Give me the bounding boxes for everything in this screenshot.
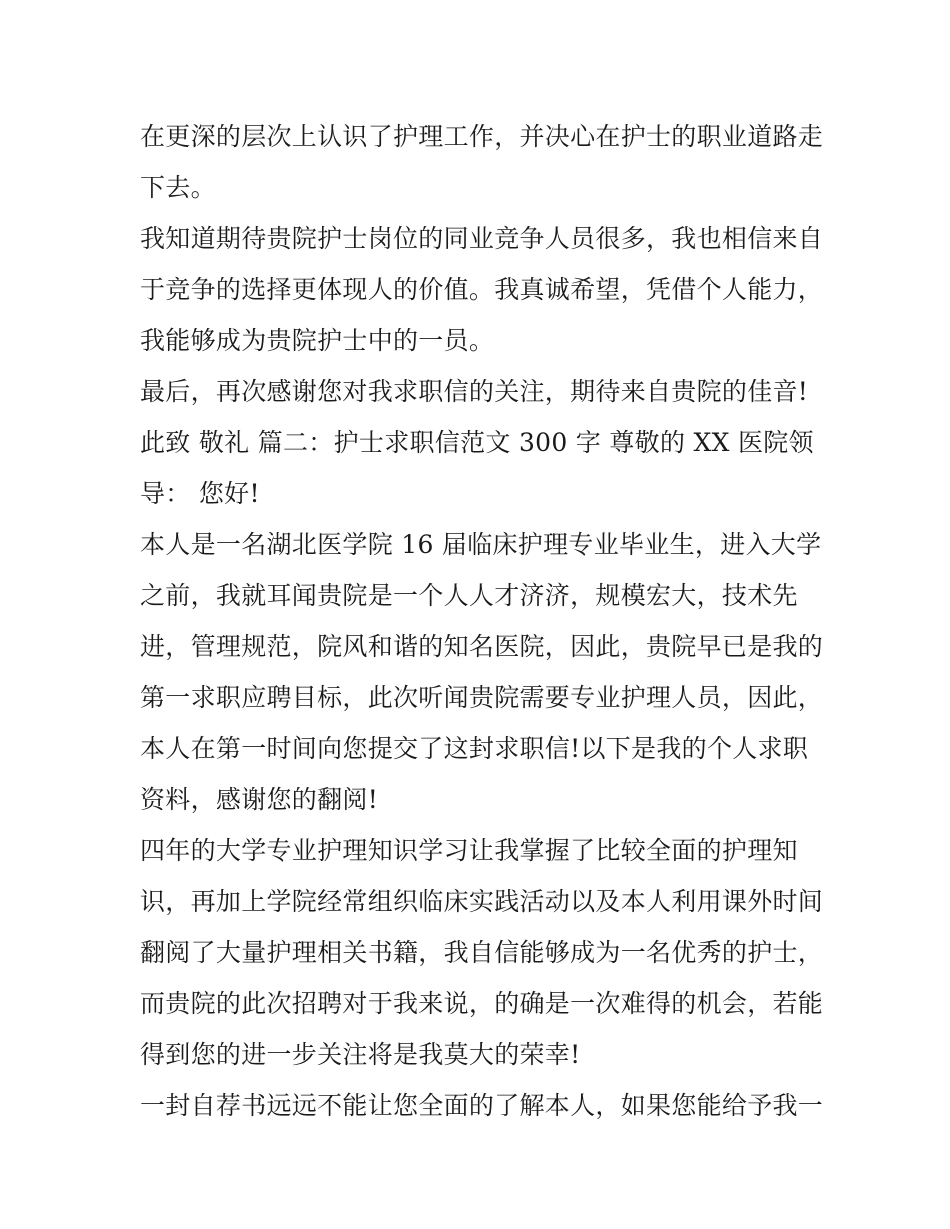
text-line: 一封自荐书远远不能让您全面的了解本人，如果您能给予我一 (140, 1091, 824, 1120)
text-line: 第一求职应聘目标，此次听闻贵院需要专业护理人员，因此， (140, 683, 824, 712)
text-line: 而贵院的此次招聘对于我来说，的确是一次难得的机会，若能 (140, 989, 824, 1018)
text-line: 在更深的层次上认识了护理工作，并决心在护士的职业道路走 (140, 122, 824, 151)
text-line: 四年的大学专业护理知识学习让我掌握了比较全面的护理知 (140, 836, 798, 865)
text-line: 得到您的进一步关注将是我莫大的荣幸! (140, 1040, 581, 1069)
text-line: 此致 敬礼 篇二：护士求职信范文 300 字 尊敬的 XX 医院领 (140, 428, 814, 457)
text-line: 我知道期待贵院护士岗位的同业竞争人员很多，我也相信来自 (140, 224, 824, 253)
text-line: 进，管理规范，院风和谐的知名医院，因此，贵院早已是我的 (140, 632, 824, 661)
text-line: 最后，再次感谢您对我求职信的关注，期待来自贵院的佳音! (140, 377, 809, 406)
text-line: 识，再加上学院经常组织临床实践活动以及本人利用课外时间 (140, 887, 824, 916)
text-line: 翻阅了大量护理相关书籍，我自信能够成为一名优秀的护士， (140, 938, 824, 967)
text-line: 于竞争的选择更体现人的价值。我真诚希望，凭借个人能力， (140, 275, 824, 304)
text-line: 之前，我就耳闻贵院是一个人人才济济，规模宏大，技术先 (140, 581, 798, 610)
text-line: 本人是一名湖北医学院 16 届临床护理专业毕业生，进入大学 (140, 530, 822, 559)
body-text (140, 111, 824, 1131)
text-line: 资料，感谢您的翻阅! (140, 785, 379, 814)
text-line: 导： 您好! (140, 479, 260, 508)
text-line: 本人在第一时间向您提交了这封求职信!以下是我的个人求职 (140, 734, 809, 763)
text-line: 我能够成为贵院护士中的一员。 (140, 326, 495, 355)
text-line: 下去。 (140, 173, 216, 202)
